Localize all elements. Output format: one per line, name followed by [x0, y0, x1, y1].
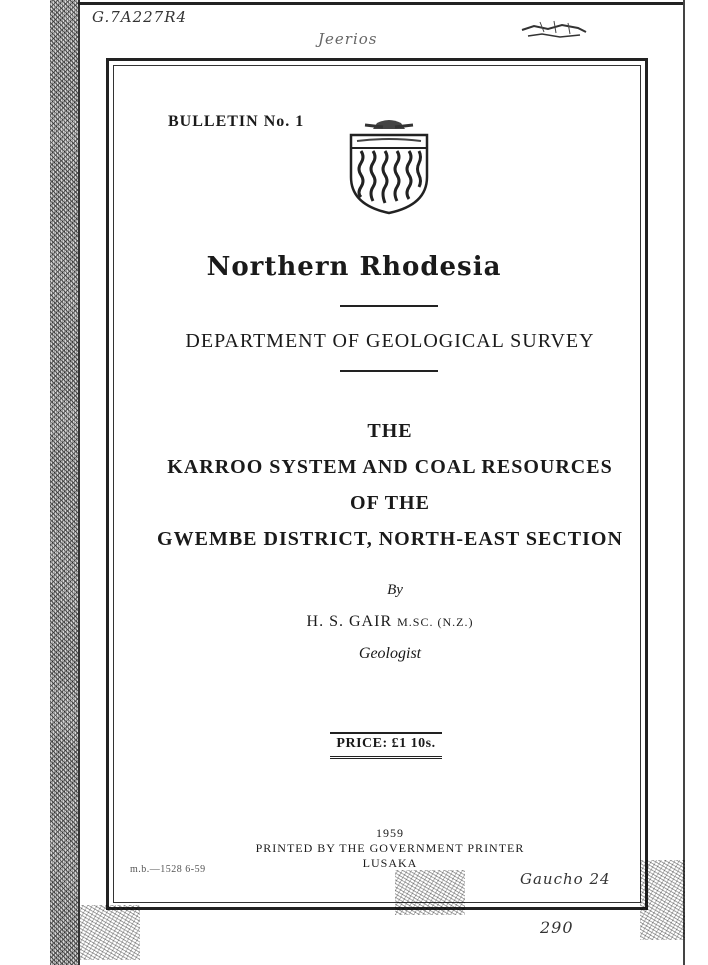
divider-1: [340, 305, 438, 307]
title-line-4: GWEMBE DISTRICT, NORTH-EAST SECTION: [157, 528, 623, 550]
author-name: H. S. GAIR: [306, 613, 393, 630]
printer-city: LUSAKA: [362, 856, 418, 870]
right-edge-rule: [683, 0, 685, 965]
print-year: 1959: [376, 826, 404, 840]
top-edge-rule: [78, 2, 683, 5]
title-line-2: KARROO SYSTEM AND COAL RESOURCES: [167, 456, 613, 478]
binding-strip: [50, 0, 78, 965]
top-scribble: Jeerios: [318, 30, 378, 48]
author-line: [0, 613, 708, 631]
printer-name: PRINTED BY THE GOVERNMENT PRINTER: [255, 841, 525, 855]
country-title: Northern Rhodesia: [206, 252, 502, 282]
scan-speckle-3: [80, 905, 140, 960]
price-label: PRICE: £1 10s.: [330, 732, 442, 759]
bulletin-label: BULLETIN No. 1: [168, 113, 305, 130]
catalog-mark: G.7A227R4: [92, 8, 188, 26]
binding-edge: [78, 0, 80, 965]
by-label: By: [387, 582, 403, 598]
print-code: m.b.—1528 6-59: [130, 864, 206, 875]
stamp-mark: [520, 18, 588, 44]
title-line-1: THE: [367, 420, 413, 442]
department-name: DEPARTMENT OF GEOLOGICAL SURVEY: [185, 330, 595, 352]
divider-2: [340, 370, 438, 372]
scan-speckle-1: [395, 870, 465, 915]
author-role: Geologist: [358, 645, 422, 662]
title-line-3: OF THE: [350, 492, 430, 514]
coat-of-arms-icon: [347, 115, 431, 215]
handwritten-note-1: Gaucho 24: [520, 870, 611, 888]
author-degree: M.SC. (N.Z.): [397, 615, 474, 629]
handwritten-note-2: 290: [540, 918, 574, 937]
scan-speckle-2: [640, 860, 685, 940]
